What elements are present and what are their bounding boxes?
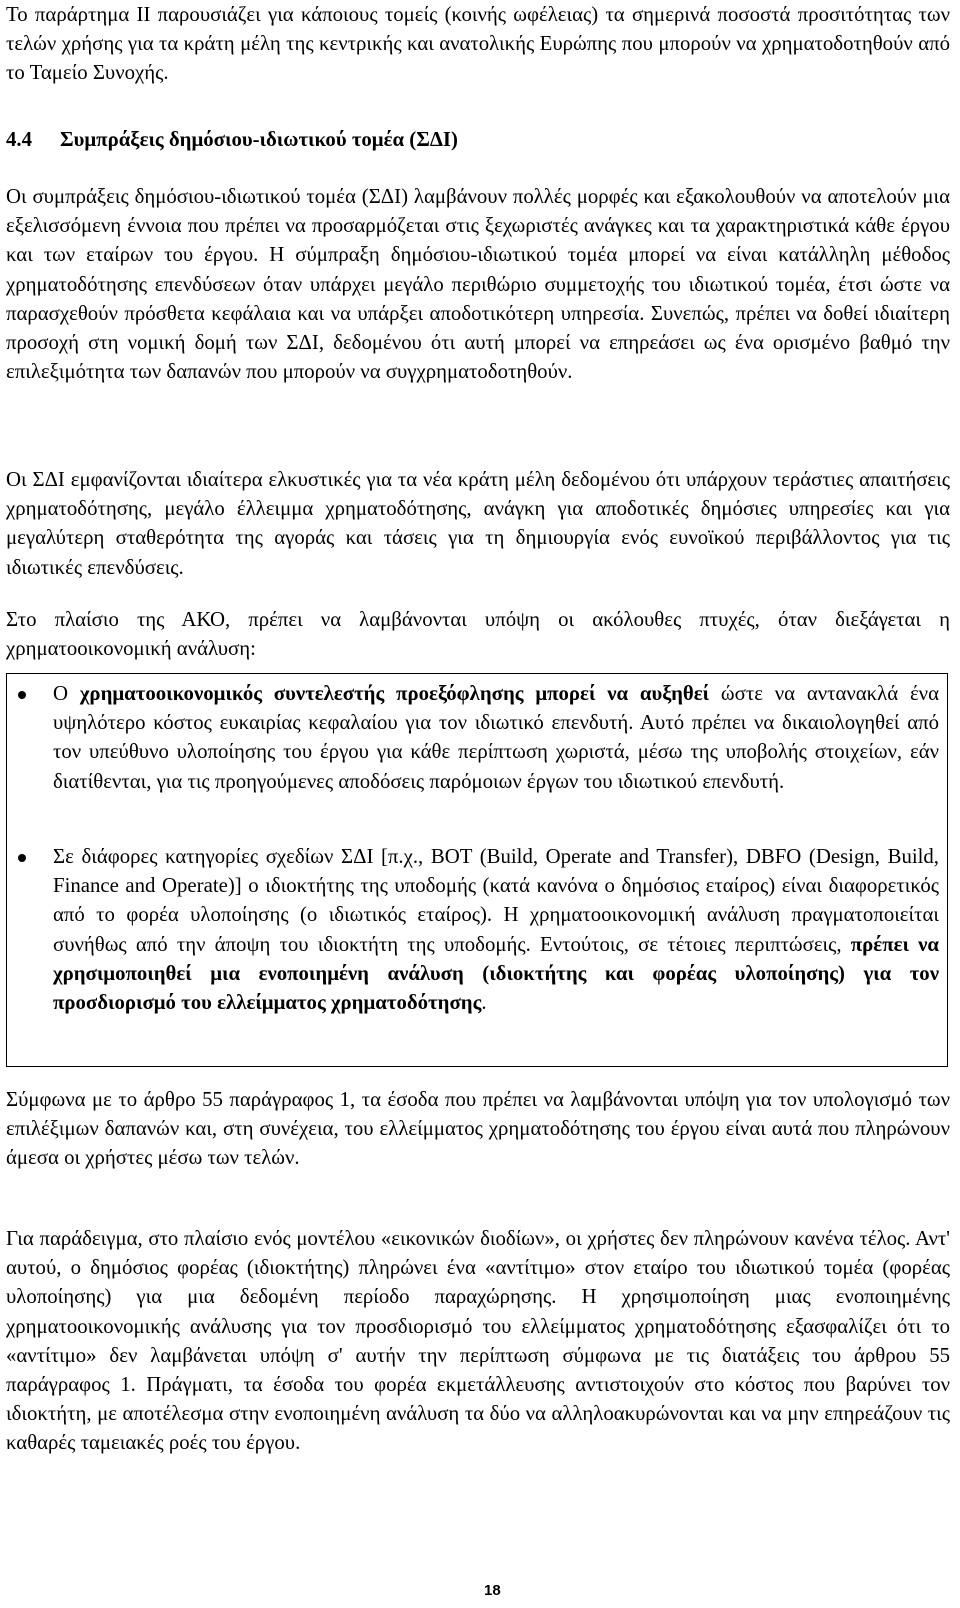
shadow-toll-example-paragraph: Για παράδειγμα, στο πλαίσιο ενός μοντέλου «εικονικών διοδίων», οι χρήστες δεν πληρώνουν κανένα τέλος. Αντ' αυτού, ο δημόσιος φορέας (ιδιοκτήτης) πληρώνει ένα «αντίτιμο» στον εταίρο του ιδιωτικού τομέα (φορέας υλοποίησης) για μια δεδομένη περίοδο παραχώρησης. Η χρησιμοποίηση μιας ενοποιημένης χρηματοοικονομικής ανάλυσης για τον προσδιορισμό του ελλείμματος χρηματοδότησης εξασφαλίζει ότι το «αντίτιμο» δεν λαμβάνεται υπόψη σ' αυτήν την περίπτωση σύμφωνα με τις διατάξεις του άρθρου 55 παράγραφος 1. Πράγματι, τα έσοδα του φορέα εκμετάλλευσης αντιστοιχούν στο κόστος που βαρύνει τον ιδιοκτήτη, με αποτέλεσμα στην ενοποιημένη ανάλυση τα δύο να αλληλοακυρώνονται και να μην επηρεάζουν τις καθαρές ταμειακές ροές του έργου. xyxy=(6,1227,950,1455)
bullet-prefix: Ο xyxy=(53,682,80,705)
ppp-attractiveness-paragraph: Οι ΣΔΙ εμφανίζονται ιδιαίτερα ελκυστικές για τα νέα κράτη μέλη δεδομένου ότι υπάρχουν τεράστιες απαιτήσεις χρηματοδότησης, μεγάλο έλλειμμα χρηματοδότησης, ανάγκη για αποδοτικές δημόσιες υπηρεσίες και για μεγαλύτερη σταθερότητα της αγοράς και τάσεις για τη δημιουργία ενός ευνοϊκού περιβάλλοντος για τις ιδιωτικές επενδύσεις. xyxy=(6,468,950,579)
section-title: Συμπράξεις δημόσιου-ιδιωτικού τομέα (ΣΔΙ) xyxy=(60,128,458,151)
bullet-bold-text: πρέπει να χρησιμοποιηθεί μια ενοποιημένη ανάλυση (ιδιοκτήτης και φορέας υλοποίησης) για τον προσδιορισμό του ελλείμματος χρηματοδότησης xyxy=(53,932,940,1015)
bullet-item-discount-rate xyxy=(53,679,939,796)
bullet-icon xyxy=(18,854,26,862)
intro-paragraph: Το παράρτημα ΙΙ παρουσιάζει για κάποιους τομείς (κοινής ωφέλειας) τα σημερινά ποσοστά προσιτότητας των τελών χρήσης για τα κράτη μέλη της κεντρικής και ανατολικής Ευρώπης που μπορούν να χρηματοδοτηθούν από το Ταμείο Συνοχής. xyxy=(6,3,950,85)
bullet-bold-text: χρηματοοικονομικός συντελεστής προεξόφλησης μπορεί να αυξηθεί xyxy=(79,682,710,705)
section-number: 4.4 xyxy=(6,128,32,151)
section-heading xyxy=(6,125,458,154)
cba-aspects-paragraph: Στο πλαίσιο της ΑΚΟ, πρέπει να λαμβάνονται υπόψη οι ακόλουθες πτυχές, όταν διεξάγεται η χρηματοοικονομική ανάλυση: xyxy=(6,608,950,661)
bullet-end: . xyxy=(481,991,487,1015)
bullet-text: ώστε να αντανακλά ένα υψηλότερο κόστος ευκαιρίας κεφαλαίου για τον ιδιωτικό επενδυτή. Αυτό πρέπει να δικαιολογηθεί από τον υπεύθυνο υλοποίησης του έργου για κάθε περίπτωση χωριστά, μέσω της υποβολής στοιχείων, εάν διατίθενται, για τις προηγούμενες αποδόσεις παρόμοιων έργων του ιδιωτικού επενδυτή. xyxy=(53,682,939,793)
bullet-box xyxy=(6,673,948,1067)
ppp-definition-paragraph: Οι συμπράξεις δημόσιου-ιδιωτικού τομέα (ΣΔΙ) λαμβάνουν πολλές μορφές και εξακολουθούν να αποτελούν μια εξελισσόμενη έννοια που πρέπει να προσαρμόζεται στις ξεχωριστές ανάγκες και τα χαρακτηριστικά κάθε έργου και των εταίρων του έργου. Η σύμπραξη δημόσιου-ιδιωτικού τομέα μπορεί να είναι κατάλληλη μέθοδος χρηματοδότησης επενδύσεων όταν υπάρχει μεγάλο περιθώριο συμμετοχής του ιδιωτικού τομέα, έτσι ώστε να παρασχεθούν πρόσθετα κεφάλαια και να υπάρξει αποδοτικότερη υπηρεσία. Συνεπώς, πρέπει να δοθεί ιδιαίτερη προσοχή στη νομική δομή των ΣΔΙ, δεδομένου ότι αυτή μπορεί να επηρεάσει ως ένα ορισμένο βαθμό την επιλεξιμότητα των δαπανών που μπορούν να συγχρηματοδοτηθούν. xyxy=(6,185,950,384)
bullet-icon xyxy=(18,691,26,699)
page-number: 18 xyxy=(484,1582,501,1599)
bullet-text: Σε διάφορες κατηγορίες σχεδίων ΣΔΙ [π.χ., BOT (Build, Operate and Transfer), DBFO (Design, Build, Finance and Operate)] ο ιδιοκτήτης της υποδομής (κατά κανόνα ο δημόσιος εταίρος) είναι διαφορετικός από το φορέα υλοποίησης (ο ιδιωτικός εταίρος). Η χρηματοοικονομική ανάλυση πραγματοποιείται συνήθως από την άποψη του ιδιοκτήτη της υποδομής. Εντούτοις, σε τέτοιες περιπτώσεις, xyxy=(53,845,939,956)
article-55-paragraph: Σύμφωνα με το άρθρο 55 παράγραφος 1, τα έσοδα που πρέπει να λαμβάνονται υπόψη για τον υπολογισμό των επιλέξιμων δαπανών και, στη συνέχεια, του ελλείμματος χρηματοδότησης του έργου είναι αυτά που πληρώνουν άμεσα οι χρήστες μέσω των τελών. xyxy=(6,1088,950,1170)
bullet-item-consolidated-analysis xyxy=(53,842,939,1017)
